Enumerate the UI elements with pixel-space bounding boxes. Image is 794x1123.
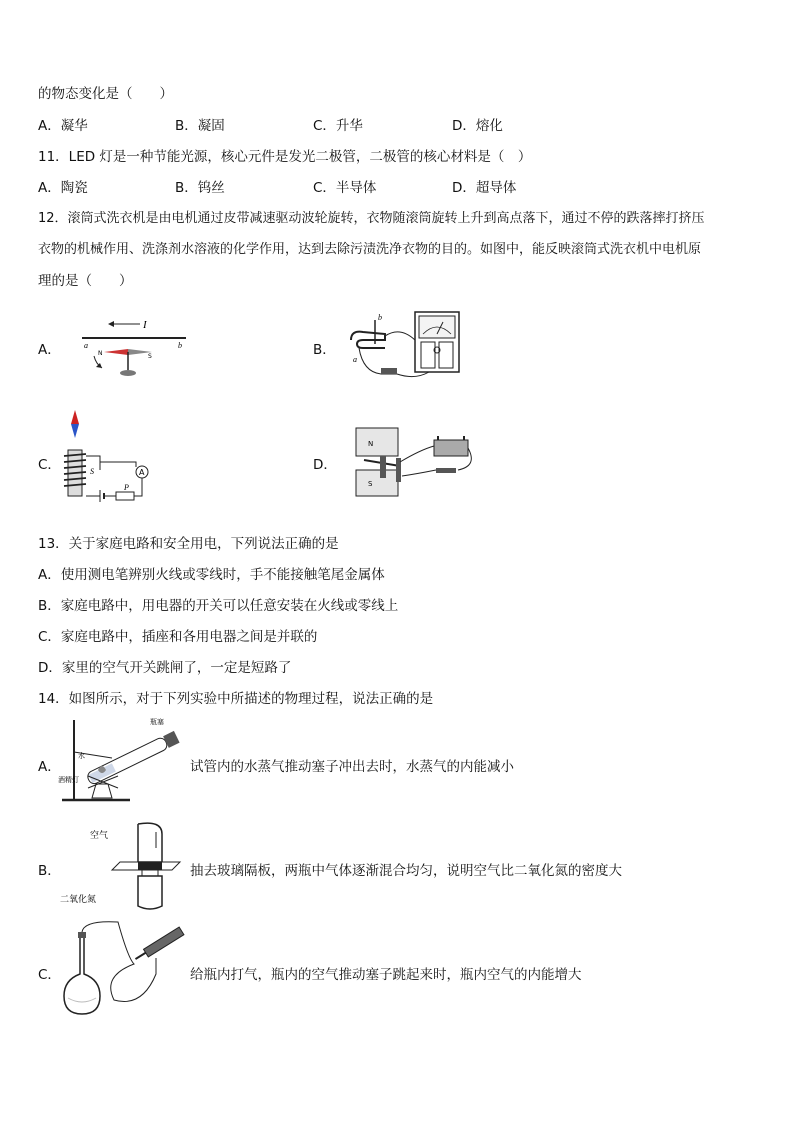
q12-figure-a-wire-needle: [80, 312, 190, 380]
q13-option-d[interactable]: D．家里的空气开关跳闸了，一定是短路了: [38, 660, 292, 676]
q12-option-b[interactable]: B．: [313, 342, 336, 358]
q14-figure-b-gas-bottles: [58, 818, 186, 914]
q14-figure-c-flask-pump: [58, 918, 188, 1018]
q10-option-d[interactable]: D．熔化: [452, 118, 503, 134]
q14-option-a-letter[interactable]: A．: [38, 759, 61, 775]
svg-text:P: P: [124, 483, 129, 492]
q14-option-b-text[interactable]: 抽去玻璃隔板，两瓶中气体逐渐混合均匀，说明空气比二氧化氮的密度大: [190, 863, 622, 879]
svg-text:二氧化氮: 二氧化氮: [60, 895, 97, 905]
svg-text:A: A: [139, 468, 145, 477]
q13-option-c[interactable]: C．家庭电路中，插座和各用电器之间是并联的: [38, 629, 318, 645]
q13-option-a[interactable]: A．使用测电笔辨别火线或零线时，手不能接触笔尾金属体: [38, 567, 385, 583]
svg-text:S: S: [148, 353, 152, 360]
q10-option-c[interactable]: C．升华: [313, 118, 363, 134]
q12-option-a[interactable]: A．: [38, 342, 61, 358]
q11-option-c[interactable]: C．半导体: [313, 180, 377, 196]
q11-option-a[interactable]: A．陶瓷: [38, 180, 88, 196]
q12-option-d[interactable]: D．: [313, 457, 337, 473]
q13-option-b[interactable]: B．家庭电路中，用电器的开关可以任意安装在火线或零线上: [38, 598, 399, 614]
q10-stem-tail: 的物态变化是（ ）: [38, 86, 173, 102]
q10-option-b[interactable]: B．凝固: [175, 118, 225, 134]
q14-option-b-letter[interactable]: B．: [38, 863, 61, 879]
q12-figure-c-electromagnet: [60, 406, 160, 502]
svg-text:空气: 空气: [90, 831, 109, 841]
svg-text:a: a: [84, 341, 88, 350]
q11-option-d[interactable]: D．超导体: [452, 180, 517, 196]
q13-stem: 13．关于家庭电路和安全用电，下列说法正确的是: [38, 536, 339, 552]
svg-text:酒精灯: 酒精灯: [58, 776, 79, 784]
svg-text:N: N: [368, 440, 374, 448]
q12-stem-line-3: 理的是（ ）: [38, 273, 133, 289]
svg-text:N: N: [98, 350, 103, 357]
q14-figure-a-test-tube: [58, 716, 186, 804]
svg-text:a: a: [353, 355, 357, 364]
q12-option-c[interactable]: C．: [38, 457, 61, 473]
svg-text:水: 水: [78, 752, 85, 760]
q14-option-c-letter[interactable]: C．: [38, 967, 61, 983]
q12-stem-line-2: 衣物的机械作用、洗涤剂水溶液的化学作用，达到去除污渍洗净衣物的目的。如图中，能反映滚筒式洗衣机中电机原: [38, 242, 702, 257]
svg-text:b: b: [378, 313, 382, 322]
q14-option-c-text[interactable]: 给瓶内打气，瓶内的空气推动塞子跳起来时，瓶内空气的内能增大: [190, 967, 582, 983]
q11-stem: 11．LED 灯是一种节能光源，核心元件是发光二极管，二极管的核心材料是（ ）: [38, 149, 532, 165]
q12-figure-d-motor: [350, 426, 480, 498]
svg-text:S: S: [90, 467, 94, 476]
q11-option-b[interactable]: B．钨丝: [175, 180, 225, 196]
svg-text:瓶塞: 瓶塞: [150, 718, 164, 726]
q12-figure-b-galvanometer: [345, 306, 465, 384]
fig-a-current-label: I: [143, 319, 147, 331]
q10-option-a[interactable]: A．凝华: [38, 118, 88, 134]
q12-stem-line-1: 12．滚筒式洗衣机是由电机通过皮带减速驱动波轮旋转，衣物随滚筒旋转上升到高点落下，通过不停的跌落摔打挤压: [38, 211, 705, 226]
q14-stem: 14．如图所示，对于下列实验中所描述的物理过程，说法正确的是: [38, 691, 434, 707]
svg-text:b: b: [178, 341, 182, 350]
svg-text:S: S: [368, 480, 373, 488]
q14-option-a-text[interactable]: 试管内的水蒸气推动塞子冲出去时，水蒸气的内能减小: [190, 759, 514, 775]
